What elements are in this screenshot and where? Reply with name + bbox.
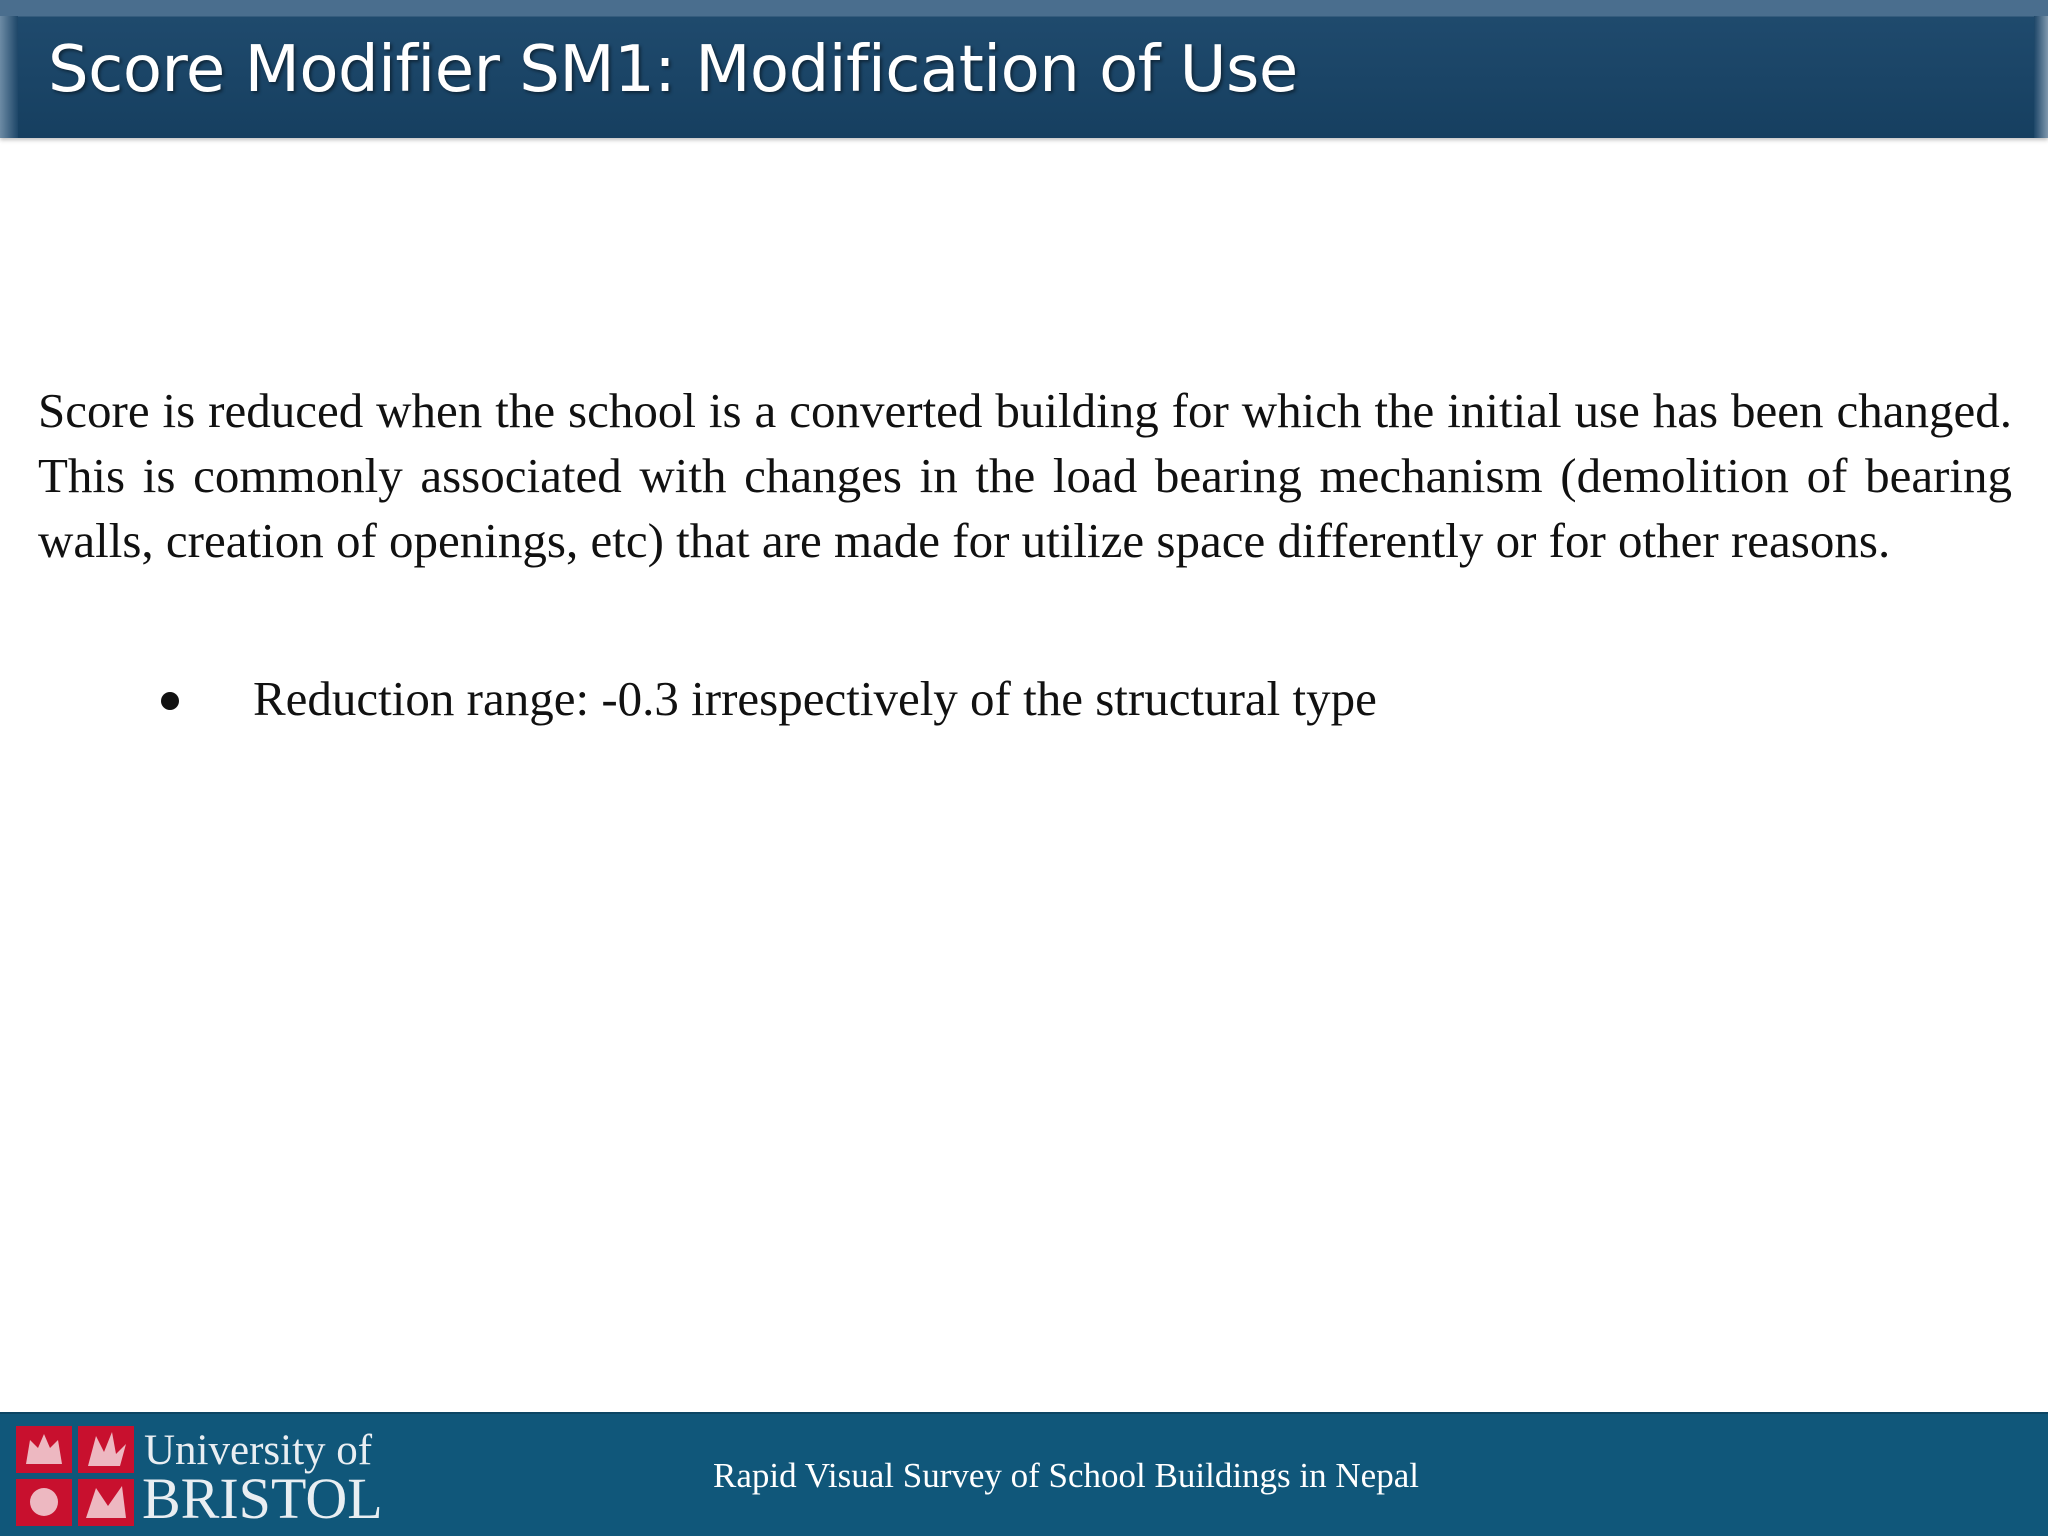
bullet-dot-icon (161, 692, 179, 710)
footer-bar (0, 1412, 2048, 1536)
body-paragraph: Score is reduced when the school is a converted building for which the initial use has been changed. This is commonly associated with changes in the load bearing mechanism (demolition of bearing walls, creation of openings, etc) that are made for utilize space differently or for other reasons. (38, 383, 2012, 568)
bullet-item (0, 664, 1600, 734)
logo-text-line1: University of (144, 1427, 373, 1474)
bullet-text: Reduction range: -0.3 irrespectively of the structural type (253, 671, 1377, 726)
logo-text-line2: BRISTOL (142, 1466, 383, 1531)
footer-caption: Rapid Visual Survey of School Buildings in Nepal (713, 1456, 1419, 1495)
title-bar (0, 0, 2048, 138)
university-crest-icon (16, 1426, 134, 1526)
university-logo (16, 1426, 396, 1531)
slide-title: Score Modifier SM1: Modification of Use (48, 33, 1298, 107)
